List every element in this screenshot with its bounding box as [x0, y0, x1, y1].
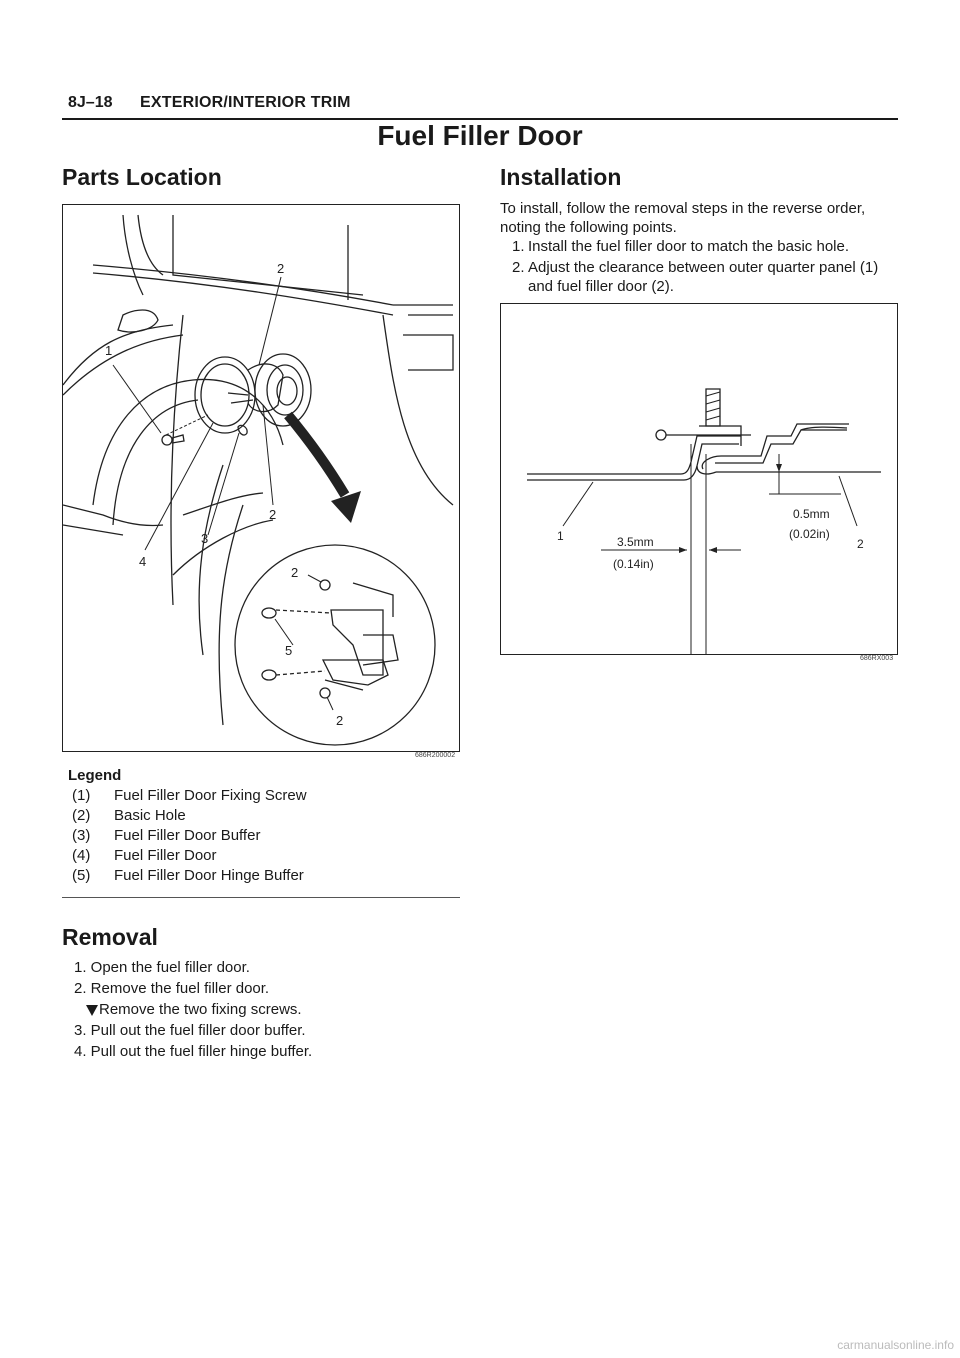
clearance-figure — [500, 303, 898, 655]
callout-2-mid: 2 — [269, 507, 277, 522]
legend-divider — [62, 897, 460, 898]
removal-substep: Remove the two fixing screws. — [74, 1000, 454, 1020]
parts-location-illustration — [63, 205, 459, 751]
legend-item: (5) Fuel Filler Door Hinge Buffer — [72, 867, 304, 884]
callout-5: 5 — [285, 643, 293, 658]
callout-2-top: 2 — [277, 261, 285, 276]
legend-title: Legend — [68, 767, 122, 784]
removal-step: 2. Remove the fuel filler door. — [74, 980, 270, 997]
installation-intro: To install, follow the removal steps in the reverse order, noting the following points. — [500, 200, 866, 236]
parts-location-figure — [62, 204, 460, 752]
page-header — [62, 92, 898, 120]
callout-2-inset-bottom: 2 — [336, 713, 344, 728]
removal-heading: Removal — [62, 924, 158, 950]
parts-figure-code: 686R200002 — [415, 752, 456, 759]
removal-steps — [74, 958, 454, 1063]
clearance-illustration — [501, 304, 897, 654]
clearance-mm: 0.5mm — [793, 507, 830, 521]
callout-4: 4 — [139, 554, 147, 569]
label-outer-panel: 1 — [557, 529, 564, 543]
clearance-in: (0.02in) — [789, 527, 830, 541]
legend-item: (2) Basic Hole — [72, 807, 186, 824]
parts-location-heading: Parts Location — [62, 164, 222, 190]
section-number: 8J–18 — [68, 94, 113, 111]
installation-item: 2. Adjust the clearance between outer quarter panel (1) and fuel filler door (2). — [512, 259, 879, 295]
removal-step: 4. Pull out the fuel filler hinge buffer. — [74, 1043, 313, 1060]
footer-watermark: carmanualsonline.info — [837, 1338, 954, 1352]
gap-in: (0.14in) — [613, 557, 654, 571]
installation-heading: Installation — [500, 164, 622, 190]
legend — [68, 767, 458, 886]
caution-triangle-icon — [86, 1005, 98, 1016]
removal-step: 1. Open the fuel filler door. — [74, 959, 250, 976]
clearance-figure-code: 686RX003 — [860, 655, 894, 662]
removal-step: 3. Pull out the fuel filler door buffer. — [74, 1022, 306, 1039]
page-title: Fuel Filler Door — [377, 120, 583, 151]
legend-item: (1) Fuel Filler Door Fixing Screw — [72, 787, 307, 804]
callout-3: 3 — [201, 531, 209, 546]
gap-mm: 3.5mm — [617, 535, 654, 549]
installation-item: 1. Install the fuel filler door to match the basic hole. — [512, 238, 850, 255]
label-fuel-door: 2 — [857, 537, 864, 551]
legend-item: (4) Fuel Filler Door — [72, 847, 217, 864]
installation-list — [512, 237, 902, 298]
section-name: EXTERIOR/INTERIOR TRIM — [140, 94, 351, 111]
callout-1: 1 — [105, 343, 113, 358]
legend-item: (3) Fuel Filler Door Buffer — [72, 827, 261, 844]
callout-2-inset-top: 2 — [291, 565, 299, 580]
